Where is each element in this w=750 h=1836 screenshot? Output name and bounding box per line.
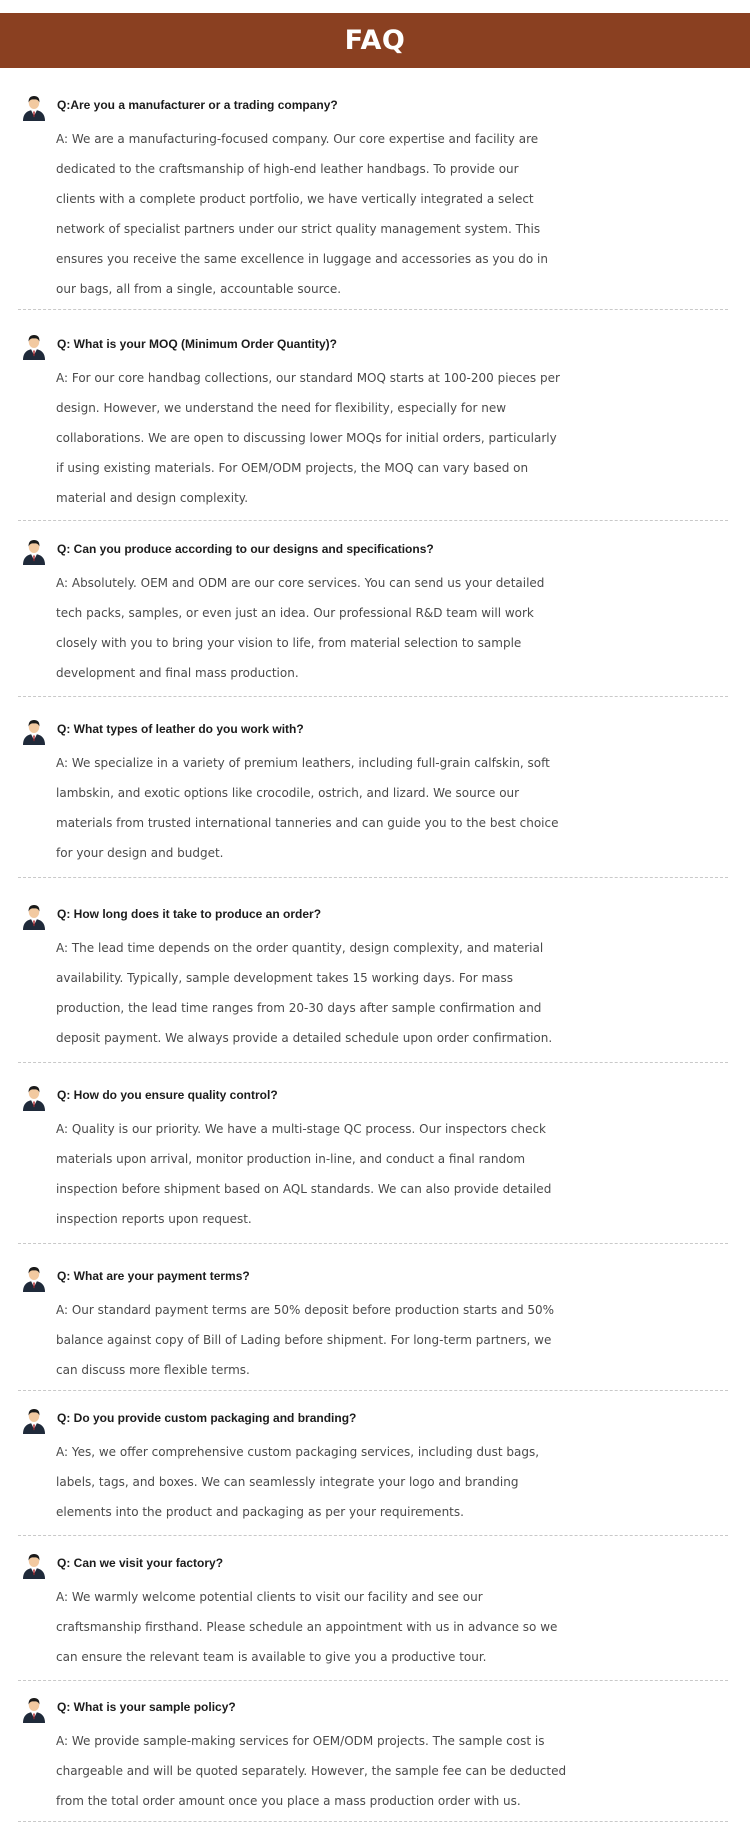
faq-answer-line: A: We provide sample-making services for OEM/ODM projects. The sample cost is [56,1734,545,1748]
faq-answer-line: A: Quality is our priority. We have a multi-stage QC process. Our inspectors check [56,1122,546,1136]
faq-answer [56,748,746,868]
dashed-divider [18,1243,728,1244]
faq-answer-line: A: We are a manufacturing-focused company. Our core expertise and facility are [56,132,539,146]
businessman-avatar-icon [20,537,48,565]
faq-answer-line: materials upon arrival, monitor production in-line, and conduct a final random [56,1152,526,1166]
businessman-avatar-icon [20,1406,48,1434]
faq-answer [56,1114,746,1234]
businessman-avatar-icon [20,332,48,360]
faq-question: Q: Can you produce according to our designs and specifications? [57,542,434,556]
faq-answer-line: network of specialist partners under our strict quality management system. This [56,222,541,236]
faq-answer-line: A: The lead time depends on the order quantity, design complexity, and material [56,941,544,955]
faq-answer-line: development and final mass production. [56,666,299,680]
faq-header-banner [0,13,750,68]
faq-answer-line: balance against copy of Bill of Lading before shipment. For long-term partners, we [56,1333,552,1347]
faq-answer-line: A: For our core handbag collections, our standard MOQ starts at 100-200 pieces per [56,371,560,385]
faq-answer-line: craftsmanship firsthand. Please schedule an appointment with us in advance so we [56,1620,558,1634]
page-title: FAQ [344,25,406,56]
faq-answer-line: production, the lead time ranges from 20-30 days after sample confirmation and [56,1001,542,1015]
businessman-avatar-icon [20,1695,48,1723]
faq-answer [56,1295,746,1385]
businessman-avatar-icon [20,93,48,121]
faq-question: Q:Are you a manufacturer or a trading company? [57,98,338,112]
faq-question: Q: What is your sample policy? [57,1700,236,1714]
faq-question: Q: What is your MOQ (Minimum Order Quantity)? [57,337,338,351]
faq-answer-line: A: We warmly welcome potential clients to visit our facility and see our [56,1590,483,1604]
businessman-avatar-icon [20,717,48,745]
faq-answer [56,124,746,304]
dashed-divider [18,1390,728,1391]
faq-answer-line: closely with you to bring your vision to life, from material selection to sample [56,636,522,650]
faq-answer-line: can ensure the relevant team is available to give you a productive tour. [56,1650,487,1664]
faq-answer-line: inspection before shipment based on AQL standards. We can also provide detailed [56,1182,552,1196]
faq-question: Q: How do you ensure quality control? [57,1088,278,1102]
businessman-avatar-icon [20,1264,48,1292]
faq-answer [56,1437,746,1527]
faq-answer-line: materials from trusted international tanneries and can guide you to the best choice [56,816,559,830]
faq-question: Q: Can we visit your factory? [57,1556,224,1570]
faq-answer-line: clients with a complete product portfolio, we have vertically integrated a select [56,192,534,206]
dashed-divider [18,1680,728,1681]
faq-answer-line: inspection reports upon request. [56,1212,252,1226]
faq-answer-line: lambskin, and exotic options like crocodile, ostrich, and lizard. We source our [56,786,520,800]
faq-answer-line: A: Our standard payment terms are 50% deposit before production starts and 50% [56,1303,555,1317]
faq-answer-line: ensures you receive the same excellence in luggage and accessories as you do in [56,252,548,266]
faq-answer [56,933,746,1053]
faq-answer-line: A: We specialize in a variety of premium leathers, including full-grain calfskin, soft [56,756,550,770]
faq-answer-line: A: Yes, we offer comprehensive custom packaging services, including dust bags, [56,1445,540,1459]
faq-question: Q: What are your payment terms? [57,1269,250,1283]
businessman-avatar-icon [20,1083,48,1111]
faq-answer-line: design. However, we understand the need for flexibility, especially for new [56,401,507,415]
faq-answer-line: if using existing materials. For OEM/ODM projects, the MOQ can vary based on [56,461,529,475]
dashed-divider [18,1535,728,1536]
faq-answer [56,568,746,688]
dashed-divider [18,1062,728,1063]
faq-question: Q: How long does it take to produce an order? [57,907,322,921]
faq-answer-line: A: Absolutely. OEM and ODM are our core services. You can send us your detailed [56,576,545,590]
faq-answer-line: tech packs, samples, or even just an idea. Our professional R&D team will work [56,606,534,620]
faq-answer-line: our bags, all from a single, accountable source. [56,282,342,296]
faq-answer-line: material and design complexity. [56,491,249,505]
faq-answer [56,1582,746,1672]
faq-answer-line: collaborations. We are open to discussing lower MOQs for initial orders, particularly [56,431,557,445]
dashed-divider [18,520,728,521]
faq-answer-line: labels, tags, and boxes. We can seamlessly integrate your logo and branding [56,1475,519,1489]
faq-question: Q: What types of leather do you work with? [57,722,304,736]
faq-answer-line: dedicated to the craftsmanship of high-end leather handbags. To provide our [56,162,519,176]
dashed-divider [18,309,728,310]
dashed-divider [18,696,728,697]
faq-answer-line: can discuss more flexible terms. [56,1363,250,1377]
faq-answer-line: deposit payment. We always provide a detailed schedule upon order confirmation. [56,1031,553,1045]
faq-question: Q: Do you provide custom packaging and branding? [57,1411,357,1425]
faq-answer [56,1726,746,1816]
dashed-divider [18,1821,728,1822]
faq-answer-line: chargeable and will be quoted separately. However, the sample fee can be deducted [56,1764,567,1778]
businessman-avatar-icon [20,902,48,930]
dashed-divider [18,877,728,878]
businessman-avatar-icon [20,1551,48,1579]
faq-answer-line: for your design and budget. [56,846,224,860]
faq-answer-line: elements into the product and packaging as per your requirements. [56,1505,464,1519]
faq-answer-line: availability. Typically, sample development takes 15 working days. For mass [56,971,514,985]
faq-answer [56,363,746,513]
faq-answer-line: from the total order amount once you place a mass production order with us. [56,1794,521,1808]
